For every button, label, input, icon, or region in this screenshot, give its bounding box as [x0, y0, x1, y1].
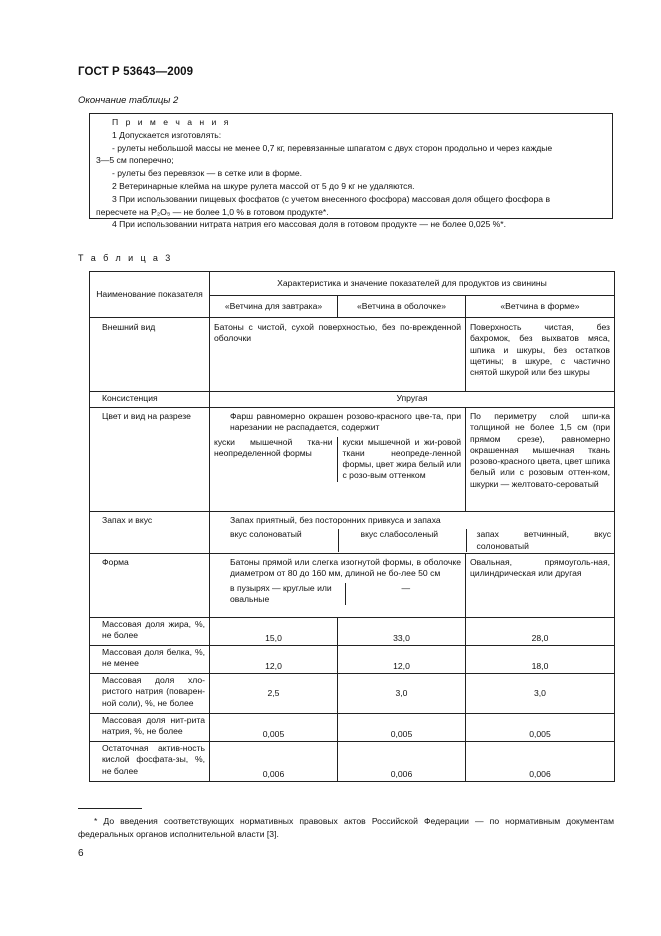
value-cell: 33,0	[338, 618, 466, 646]
value-cell: 18,0	[466, 646, 615, 674]
row-name: Цвет и вид на разрезе	[90, 408, 210, 512]
cell-shape-c12	[210, 554, 466, 618]
value-cell: 0,006	[210, 742, 338, 782]
note-line: - рулеты небольшой массы не менее 0,7 кг, перевязанные шпагатом с двух сторон продольно и через каждые	[112, 142, 553, 153]
color-c1: куски мышечной тка-ни неопределенной формы	[214, 436, 333, 458]
row-name: Внешний вид	[90, 318, 210, 392]
color-c2: куски мышечной и жи-ровой ткани неопреде-ленной формы, цвет жира белый или с розо-вым оттенком	[337, 437, 462, 482]
cell-consistency: Упругая	[210, 392, 615, 408]
shape-c2: —	[345, 583, 462, 606]
row-name: Массовая доля жира, %, не более	[90, 618, 210, 646]
cell-appearance-c12: Батоны с чистой, сухой поверхностью, без по-врежденной оболочки	[210, 318, 466, 392]
table2-continuation-label: Окончание таблицы 2	[78, 95, 179, 106]
smell-inner	[210, 529, 615, 552]
page-number: 6	[78, 848, 84, 859]
color-common-text: Фарш равномерно окрашен розово-красного цве-та, при нарезании не распадается, содержит	[230, 411, 461, 433]
smell-c2: вкус слабосоленый	[338, 529, 466, 552]
document-title: ГОСТ Р 53643—2009	[78, 66, 194, 78]
smell-common-text: Запах приятный, без посторонних привкуса и запаха	[230, 515, 441, 525]
cell-smell	[210, 512, 615, 554]
notes-box	[89, 113, 613, 230]
footnote-rule	[78, 808, 142, 809]
row-name: Массовая доля нит-рита натрия, %, не более	[90, 714, 210, 742]
value-cell: 15,0	[210, 618, 338, 646]
value-cell: 2,5	[210, 674, 338, 714]
note-line: 4 При использовании нитрата натрия его массовая доля в готовом продукте — не более 0,025 %*.	[112, 219, 506, 230]
row-name: Массовая доля белка, %, не менее	[90, 646, 210, 674]
value-cell: 12,0	[338, 646, 466, 674]
row-name: Форма	[90, 554, 210, 618]
shape-common-text: Батоны прямой или слегка изогнутой формы, в оболочке диаметром от 80 до 160 мм, длиной не бо-лее 50 см	[230, 557, 461, 579]
column-header: «Ветчина для завтрака»	[210, 296, 338, 318]
row-name: Запах и вкус	[90, 512, 210, 554]
cell-appearance-c3: Поверхность чистая, без бахромок, без выхватов мяса, шпика и шкуры, без остатков щетины; в шкуре, с частично снятой шкурой или без шкуры	[466, 318, 615, 392]
smell-c1: вкус солоноватый	[230, 529, 302, 540]
note-line: пересчете на P₂O₅ — не более 1,0 % в готовом продукте*.	[96, 206, 329, 217]
note-line: - рулеты без перевязок — в сетке или в форме.	[112, 168, 303, 179]
value-cell: 28,0	[466, 618, 615, 646]
value-cell: 0,005	[338, 714, 466, 742]
shape-c1: в пузырях — круглые или овальные	[230, 582, 332, 604]
note-line: 3—5 см поперечно;	[96, 155, 174, 166]
row-name: Консистенция	[90, 392, 210, 408]
header-group-cell: Характеристика и значение показателей для продуктов из свинины	[210, 272, 615, 296]
column-header: «Ветчина в форме»	[466, 296, 615, 318]
table3	[89, 271, 615, 782]
header-name-cell: Наименование показателя	[90, 272, 210, 318]
value-cell: 3,0	[466, 674, 615, 714]
color-subsplit	[214, 437, 461, 482]
value-cell: 0,005	[210, 714, 338, 742]
row-name: Массовая доля хло-ристого натрия (поварен-ной соли), %, не более	[90, 674, 210, 714]
note-line: 3 При использовании пищевых фосфатов (с учетом внесенного фосфора) массовая доля общего фосфора в	[112, 193, 551, 204]
value-cell: 0,006	[338, 742, 466, 782]
column-header: «Ветчина в оболочке»	[338, 296, 466, 318]
value-cell: 3,0	[338, 674, 466, 714]
notes-heading: П р и м е ч а н и я	[112, 117, 231, 127]
cell-shape-c3: Овальная, прямоуголь-ная, цилиндрическая или другая	[466, 554, 615, 618]
value-cell: 0,006	[466, 742, 615, 782]
cell-color-c12	[210, 408, 466, 512]
shape-subsplit	[214, 583, 461, 606]
value-cell: 12,0	[210, 646, 338, 674]
note-line: 2 Ветеринарные клейма на шкуре рулета массой от 5 до 9 кг не удаляются.	[112, 180, 415, 191]
footnote: * До введения соответствующих нормативных правовых актов Российской Федерации — по нормативным документам федеральных органов исполнительной власти [3].	[78, 816, 614, 839]
value-cell: 0,005	[466, 714, 615, 742]
note-line: 1 Допускается изготовлять:	[112, 129, 222, 140]
smell-c3: запах ветчинный, вкус солоноватый	[466, 529, 615, 552]
row-name: Остаточная актив-ность кислой фосфата-зы, %, не более	[90, 742, 210, 782]
cell-color-c3: По периметру слой шпи-ка толщиной не более 1,5 см (при прямом срезе), равномерно окрашенная мышечная ткань розово-красного цвета, цвет шпика белый или с розовым оттен-ком, шкурки — желтовато-сероватый	[466, 408, 615, 512]
table3-caption: Т а б л и ц а 3	[78, 253, 173, 263]
